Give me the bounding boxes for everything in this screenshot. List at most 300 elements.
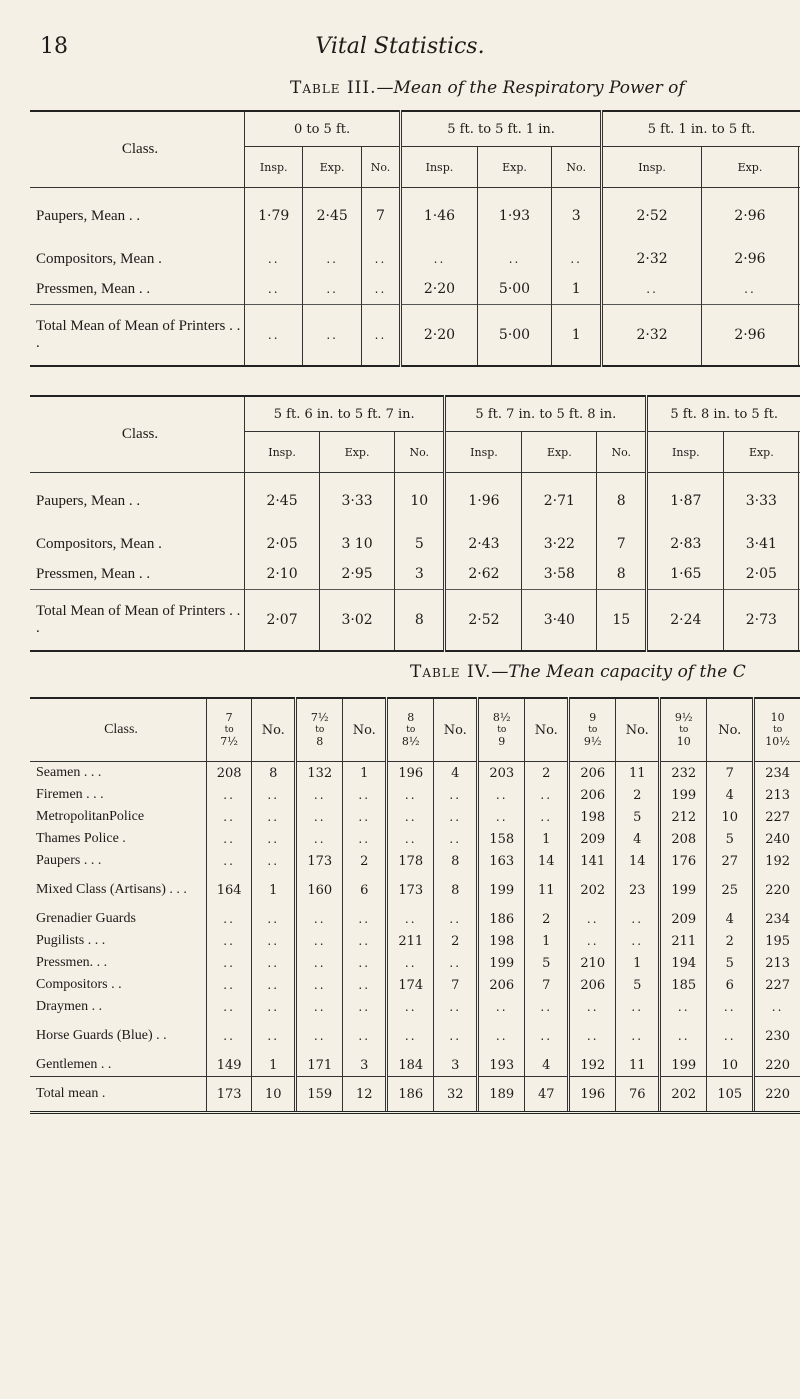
count-cell: 1 — [252, 1054, 296, 1077]
row-label: Pugilists . . . — [36, 933, 106, 948]
table-cell: .. — [552, 244, 602, 274]
capacity-cell: 220 — [754, 1054, 800, 1077]
table-cell: 2·05 — [245, 529, 320, 559]
table-cell: 2·45 — [303, 188, 361, 245]
count-cell: 14 — [616, 850, 660, 872]
table-cell: 3 10 — [320, 529, 395, 559]
capacity-cell: .. — [296, 828, 343, 850]
range-until: 10 — [676, 735, 691, 748]
count-cell: .. — [343, 930, 387, 952]
range-to: to — [588, 725, 598, 735]
count-cell: .. — [434, 784, 478, 806]
no-header: No. — [616, 698, 660, 762]
table-cell: 3·33 — [724, 473, 799, 530]
table-cell: .. — [702, 274, 799, 305]
range-until: 7½ — [220, 735, 238, 748]
table-cell: 2·83 — [647, 529, 724, 559]
table-cell: 8 — [597, 559, 647, 590]
capacity-cell: .. — [387, 908, 434, 930]
capacity-cell: .. — [296, 806, 343, 828]
count-cell: .. — [252, 908, 296, 930]
range-until: 8½ — [401, 735, 420, 748]
capacity-cell: .. — [207, 806, 252, 828]
subheader-exp: Exp. — [522, 432, 597, 473]
table-row — [30, 952, 800, 974]
capacity-cell: 199 — [660, 1054, 707, 1077]
table-cell: 2·24 — [647, 590, 724, 652]
capacity-cell: .. — [207, 930, 252, 952]
table-cell: 3 — [395, 559, 445, 590]
no-header: No. — [525, 698, 569, 762]
count-cell: .. — [616, 1018, 660, 1054]
row-label: Paupers, Mean . . — [36, 492, 141, 509]
table-row — [30, 908, 800, 930]
capacity-cell: 220 — [754, 872, 800, 908]
capacity-cell: 173 — [387, 872, 434, 908]
table3-title: —Mean of the Respiratory Power of — [376, 78, 685, 98]
range-from: 7 — [225, 711, 233, 724]
capacity-cell: 212 — [660, 806, 707, 828]
table-cell: 7 — [361, 188, 400, 245]
capacity-cell: 178 — [387, 850, 434, 872]
count-cell: 1 — [616, 952, 660, 974]
count-cell: 4 — [434, 762, 478, 785]
page-header — [0, 34, 800, 64]
table-cell: 2·52 — [602, 188, 702, 245]
count-cell: 1 — [343, 762, 387, 785]
range-from: 8½ — [492, 711, 511, 724]
class-header: Class. — [30, 396, 245, 473]
count-cell: .. — [252, 828, 296, 850]
table-cell: .. — [361, 274, 400, 305]
capacity-cell: .. — [207, 952, 252, 974]
count-cell: 4 — [707, 908, 754, 930]
count-cell: .. — [434, 996, 478, 1018]
range-header — [478, 698, 525, 762]
header-row — [30, 396, 800, 432]
capacity-cell: 234 — [754, 908, 800, 930]
header-row — [30, 111, 800, 147]
range-to: to — [224, 725, 234, 735]
range-header — [387, 698, 434, 762]
table4 — [30, 697, 800, 1114]
table-cell: 2·71 — [522, 473, 597, 530]
no-header: No. — [434, 698, 478, 762]
count-cell: 2 — [525, 762, 569, 785]
capacity-cell: 211 — [387, 930, 434, 952]
table-cell: 1 — [552, 274, 602, 305]
capacity-cell: .. — [296, 930, 343, 952]
range-to: to — [679, 725, 689, 735]
capacity-cell: 208 — [660, 828, 707, 850]
count-cell: 11 — [616, 762, 660, 785]
count-cell: .. — [343, 806, 387, 828]
row-label: Firemen . . . — [36, 787, 104, 802]
count-cell: 8 — [434, 850, 478, 872]
table-cell: 3·40 — [522, 590, 597, 652]
table-cell: 3·02 — [320, 590, 395, 652]
count-cell: .. — [252, 952, 296, 974]
table-row — [30, 806, 800, 828]
count-cell: .. — [434, 1018, 478, 1054]
capacity-cell: 202 — [660, 1077, 707, 1113]
capacity-cell: 195 — [754, 930, 800, 952]
capacity-cell: .. — [569, 1018, 616, 1054]
count-cell: 23 — [616, 872, 660, 908]
count-cell: 11 — [616, 1054, 660, 1077]
table-row — [30, 590, 800, 652]
capacity-cell: .. — [207, 850, 252, 872]
range-until: 9½ — [583, 735, 602, 748]
table-cell: .. — [361, 305, 400, 367]
range-from: 10 — [770, 711, 785, 724]
subheader-exp: Exp. — [724, 432, 799, 473]
row-label: Compositors . . — [36, 977, 122, 992]
table-cell: 1·79 — [245, 188, 303, 245]
no-header: No. — [707, 698, 754, 762]
range-to: to — [497, 725, 507, 735]
count-cell: .. — [343, 828, 387, 850]
range-header — [660, 698, 707, 762]
count-cell: 1 — [525, 930, 569, 952]
count-cell: 2 — [525, 908, 569, 930]
range-from: 9½ — [674, 711, 693, 724]
count-cell: .. — [434, 952, 478, 974]
table-cell: 3·22 — [522, 529, 597, 559]
table-cell: 2·20 — [401, 305, 478, 367]
table-row — [30, 274, 800, 305]
row-label: Pressmen, Mean . . — [36, 565, 151, 582]
count-cell: .. — [616, 908, 660, 930]
table-cell: 1·93 — [477, 188, 551, 245]
subheader-no: No. — [597, 432, 647, 473]
table-row — [30, 244, 800, 274]
count-cell: 2 — [707, 930, 754, 952]
row-label: Thames Police . — [36, 831, 126, 846]
count-cell: 4 — [525, 1054, 569, 1077]
row-label: Pressmen, Mean . . — [36, 280, 151, 297]
capacity-cell: .. — [296, 952, 343, 974]
count-cell: .. — [252, 1018, 296, 1054]
range-until: 8 — [316, 735, 324, 748]
row-label: Grenadier Guards — [36, 911, 136, 926]
row-label: Compositors, Mean . — [36, 250, 162, 267]
capacity-cell: 163 — [478, 850, 525, 872]
capacity-cell: 173 — [296, 850, 343, 872]
count-cell: .. — [525, 996, 569, 1018]
count-cell: 6 — [707, 974, 754, 996]
capacity-cell: .. — [660, 1018, 707, 1054]
range-from: 8 — [407, 711, 415, 724]
capacity-cell: 227 — [754, 806, 800, 828]
table-row — [30, 1054, 800, 1077]
capacity-cell: 173 — [207, 1077, 252, 1113]
count-cell: .. — [434, 828, 478, 850]
count-cell: .. — [252, 784, 296, 806]
table-row — [30, 828, 800, 850]
capacity-cell: .. — [207, 908, 252, 930]
subheader-insp: Insp. — [602, 147, 702, 188]
capacity-cell: .. — [754, 996, 800, 1018]
table-row — [30, 996, 800, 1018]
subheader-exp: Exp. — [702, 147, 799, 188]
table-cell: 2·62 — [445, 559, 522, 590]
table-cell: 2·52 — [445, 590, 522, 652]
capacity-cell: 194 — [660, 952, 707, 974]
capacity-cell: .. — [387, 784, 434, 806]
table-cell: .. — [477, 244, 551, 274]
capacity-cell: 192 — [569, 1054, 616, 1077]
capacity-cell: .. — [296, 908, 343, 930]
count-cell: 5 — [616, 974, 660, 996]
count-cell: 10 — [252, 1077, 296, 1113]
capacity-cell: 230 — [754, 1018, 800, 1054]
count-cell: .. — [434, 908, 478, 930]
capacity-cell: 206 — [569, 762, 616, 785]
row-label: MetropolitanPolice — [36, 809, 145, 824]
table-cell: 3·33 — [320, 473, 395, 530]
count-cell: .. — [252, 996, 296, 1018]
count-cell: 5 — [707, 828, 754, 850]
count-cell: .. — [252, 850, 296, 872]
count-cell: 2 — [616, 784, 660, 806]
table4-title: —The Mean capacity of the C — [491, 662, 746, 682]
count-cell: .. — [707, 1018, 754, 1054]
table-row — [30, 930, 800, 952]
range-from: 7½ — [310, 711, 329, 724]
table-cell: 2·10 — [245, 559, 320, 590]
capacity-cell: 199 — [660, 784, 707, 806]
table-cell: .. — [401, 244, 478, 274]
table3-label: Table III. — [290, 78, 377, 98]
table-cell: .. — [303, 305, 361, 367]
capacity-cell: .. — [478, 1018, 525, 1054]
table-cell: 2·20 — [401, 274, 478, 305]
subheader-exp: Exp. — [320, 432, 395, 473]
capacity-cell: .. — [478, 784, 525, 806]
count-cell: .. — [525, 806, 569, 828]
table-row — [30, 559, 800, 590]
capacity-cell: .. — [296, 974, 343, 996]
header-row — [30, 698, 800, 762]
row-label: Total mean . — [30, 1077, 207, 1113]
subheader-no: No. — [361, 147, 400, 188]
capacity-cell: 208 — [207, 762, 252, 785]
count-cell: 6 — [343, 872, 387, 908]
capacity-cell: 186 — [478, 908, 525, 930]
count-cell: 4 — [616, 828, 660, 850]
count-cell: .. — [707, 996, 754, 1018]
class-header: Class. — [30, 698, 207, 762]
capacity-cell: 240 — [754, 828, 800, 850]
count-cell: 32 — [434, 1077, 478, 1113]
range-from: 9 — [589, 711, 597, 724]
capacity-cell: 196 — [569, 1077, 616, 1113]
capacity-cell: 213 — [754, 784, 800, 806]
count-cell: 5 — [525, 952, 569, 974]
capacity-cell: 160 — [296, 872, 343, 908]
count-cell: 1 — [252, 872, 296, 908]
capacity-cell: .. — [296, 784, 343, 806]
table-cell: 1 — [552, 305, 602, 367]
capacity-cell: 149 — [207, 1054, 252, 1077]
table-cell: 8 — [597, 473, 647, 530]
count-cell: .. — [252, 930, 296, 952]
capacity-cell: 206 — [478, 974, 525, 996]
table-cell: .. — [245, 305, 303, 367]
row-label: Horse Guards (Blue) . . — [36, 1028, 167, 1043]
capacity-cell: 174 — [387, 974, 434, 996]
capacity-cell: 202 — [569, 872, 616, 908]
capacity-cell: 193 — [478, 1054, 525, 1077]
count-cell: 7 — [707, 762, 754, 785]
count-cell: .. — [616, 996, 660, 1018]
capacity-cell: 192 — [754, 850, 800, 872]
count-cell: .. — [252, 806, 296, 828]
table-cell: 10 — [395, 473, 445, 530]
subheader-insp: Insp. — [245, 147, 303, 188]
group-header: 5 ft. 1 in. to 5 ft. — [602, 111, 800, 147]
group-header: 0 to 5 ft. — [245, 111, 401, 147]
count-cell: .. — [343, 974, 387, 996]
subheader-exp: Exp. — [477, 147, 551, 188]
table-cell: 3 — [552, 188, 602, 245]
table-cell: 2·95 — [320, 559, 395, 590]
count-cell: 5 — [616, 806, 660, 828]
class-header: Class. — [30, 111, 245, 188]
table4-label: Table IV. — [410, 662, 492, 682]
count-cell: 4 — [707, 784, 754, 806]
table-row — [30, 529, 800, 559]
table-cell: 2·07 — [245, 590, 320, 652]
row-label: Pressmen. . . — [36, 955, 108, 970]
table-cell: 1·96 — [445, 473, 522, 530]
capacity-cell: .. — [387, 996, 434, 1018]
capacity-cell: 198 — [478, 930, 525, 952]
count-cell: 7 — [434, 974, 478, 996]
capacity-cell: .. — [387, 828, 434, 850]
capacity-cell: .. — [207, 784, 252, 806]
count-cell: 11 — [525, 872, 569, 908]
row-label: Total Mean of Mean of Printers . . . — [30, 305, 245, 367]
group-header: 5 ft. to 5 ft. 1 in. — [401, 111, 602, 147]
capacity-cell: 184 — [387, 1054, 434, 1077]
capacity-cell: 176 — [660, 850, 707, 872]
table-row — [30, 974, 800, 996]
table-cell: 2·45 — [245, 473, 320, 530]
table-row — [30, 473, 800, 530]
count-cell: 14 — [525, 850, 569, 872]
page-number: 18 — [40, 34, 68, 59]
table-row — [30, 784, 800, 806]
range-to: to — [315, 725, 325, 735]
capacity-cell: 198 — [569, 806, 616, 828]
table-cell: 5·00 — [477, 305, 551, 367]
table-cell: 8 — [395, 590, 445, 652]
count-cell: 27 — [707, 850, 754, 872]
capacity-cell: .. — [387, 1018, 434, 1054]
capacity-cell: 186 — [387, 1077, 434, 1113]
count-cell: 10 — [707, 806, 754, 828]
capacity-cell: .. — [569, 930, 616, 952]
row-label: Total Mean of Mean of Printers . . . — [30, 590, 245, 652]
count-cell: .. — [343, 908, 387, 930]
no-header: No. — [252, 698, 296, 762]
count-cell: .. — [343, 952, 387, 974]
table-cell: 1·87 — [647, 473, 724, 530]
capacity-cell: .. — [478, 806, 525, 828]
count-cell: 25 — [707, 872, 754, 908]
count-cell: 8 — [434, 872, 478, 908]
subheader-exp: Exp. — [303, 147, 361, 188]
count-cell: 3 — [434, 1054, 478, 1077]
table-cell: 3·41 — [724, 529, 799, 559]
table-cell: 2·96 — [702, 244, 799, 274]
table-cell: 2·96 — [702, 188, 799, 245]
capacity-cell: 199 — [478, 952, 525, 974]
range-until: 10½ — [765, 735, 790, 748]
table-cell: .. — [303, 244, 361, 274]
subheader-insp: Insp. — [245, 432, 320, 473]
capacity-cell: 196 — [387, 762, 434, 785]
count-cell: 1 — [525, 828, 569, 850]
capacity-cell: 206 — [569, 974, 616, 996]
table-cell: 2·05 — [724, 559, 799, 590]
count-cell: 5 — [707, 952, 754, 974]
table-cell: .. — [245, 274, 303, 305]
count-cell: .. — [434, 806, 478, 828]
count-cell: 105 — [707, 1077, 754, 1113]
table-cell: 7 — [597, 529, 647, 559]
capacity-cell: .. — [207, 828, 252, 850]
subheader-no: No. — [395, 432, 445, 473]
capacity-cell: .. — [207, 1018, 252, 1054]
count-cell: 47 — [525, 1077, 569, 1113]
table3-part1 — [30, 110, 800, 367]
capacity-cell: 209 — [569, 828, 616, 850]
table-cell: 5 — [395, 529, 445, 559]
count-cell: .. — [525, 1018, 569, 1054]
capacity-cell: .. — [569, 996, 616, 1018]
table3-caption — [290, 78, 685, 98]
capacity-cell: 158 — [478, 828, 525, 850]
count-cell: 2 — [343, 850, 387, 872]
capacity-cell: .. — [296, 1018, 343, 1054]
capacity-cell: 227 — [754, 974, 800, 996]
capacity-cell: 199 — [478, 872, 525, 908]
capacity-cell: .. — [296, 996, 343, 1018]
group-header: 5 ft. 7 in. to 5 ft. 8 in. — [445, 396, 647, 432]
table-row — [30, 188, 800, 245]
count-cell: 2 — [434, 930, 478, 952]
capacity-cell: 185 — [660, 974, 707, 996]
running-title: Vital Statistics. — [315, 34, 485, 59]
count-cell: .. — [343, 996, 387, 1018]
capacity-cell: 189 — [478, 1077, 525, 1113]
subheader-insp: Insp. — [401, 147, 478, 188]
row-label: Paupers . . . — [36, 853, 102, 868]
table-cell: 2·73 — [724, 590, 799, 652]
table-cell: 2·96 — [702, 305, 799, 367]
table-cell: 1·65 — [647, 559, 724, 590]
table-cell: .. — [602, 274, 702, 305]
capacity-cell: 209 — [660, 908, 707, 930]
capacity-cell: .. — [478, 996, 525, 1018]
capacity-cell: 232 — [660, 762, 707, 785]
group-header: 5 ft. 6 in. to 5 ft. 7 in. — [245, 396, 445, 432]
total-row — [30, 1077, 800, 1113]
capacity-cell: .. — [569, 908, 616, 930]
